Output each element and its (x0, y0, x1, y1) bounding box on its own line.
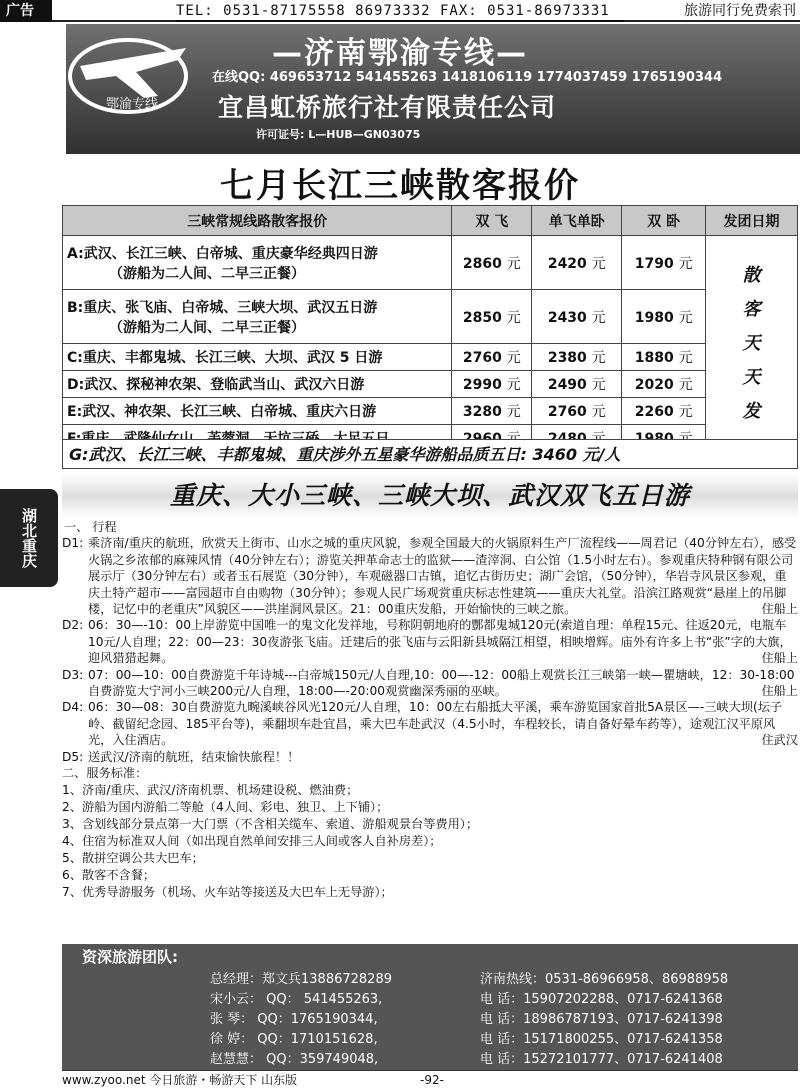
service-heading: 二、服务标准： (62, 766, 148, 781)
main-title: 七月长江三峡散客报价 (220, 166, 580, 206)
departure-cell: 散客天天发 (706, 236, 798, 452)
contact-row (210, 1028, 790, 1046)
contact-right: 济南热线：0531-86966958、86988958 (480, 972, 729, 987)
price-cell: 2380 元 (532, 344, 622, 371)
price-cell: 2760 元 (452, 344, 532, 371)
price-cell: 2760 元 (532, 398, 622, 425)
contact-left: 张 琴： QQ：1765190344, (210, 1012, 378, 1027)
price-cell: 2850 元 (452, 290, 532, 344)
price-table (62, 205, 798, 452)
day-label: D4: (62, 700, 84, 715)
contact-left: 徐 婷： QQ：1710151628, (210, 1032, 378, 1047)
price-cell: 2420 元 (532, 236, 622, 290)
footer (62, 1070, 798, 1088)
day-text: 06：30—-10：00上岸游览中国唯一的鬼文化发祥地，号称阴朝地府的酆都鬼城120元(索道自理：单程15元、往返20元，电瓶车10元/人自理；22：00—23：30夜游张飞庙。迁建后的张飞庙与云阳新县城隔江相望，相映增辉。庙外有许多上书“张”字的大旗，迎风猎猎起舞。 (88, 618, 792, 666)
table-row (63, 371, 798, 398)
day-stay: 住船上 (761, 651, 798, 666)
price-cell: 2020 元 (622, 371, 706, 398)
banner-title: —济南鄂渝专线— (272, 36, 528, 71)
table-row (63, 398, 798, 425)
logo-text: 鄂渝专线 (106, 97, 159, 112)
price-table-header (63, 206, 798, 236)
contact-right: 电 话：15171800255、0717-6241358 (480, 1032, 723, 1047)
route-cell: C:重庆、丰都鬼城、长江三峡、大坝、武汉 5 日游 (63, 344, 452, 371)
day-text: 07：00—10：00自费游览千年诗城---白帝城150元/人自理,10：00—-12：00船上观赏长江三峡第一峡—瞿塘峡，12：30-18:00自费游览大宁河小三峡200元/人自理，18:00—-20:00观赏幽深秀丽的巫峡。 (88, 667, 795, 699)
tour-title: 重庆、大小三峡、三峡大坝、武汉双飞五日游 (62, 474, 798, 518)
header-double-flight: 双 飞 (452, 206, 532, 236)
service-item: 5、散拼空调公共大巴车； (62, 851, 204, 866)
free-catalog-tag: 旅游同行免费索刊 (684, 3, 796, 19)
company-name: 宜昌虹桥旅行社有限责任公司 (218, 93, 557, 122)
day-text: 送武汉/济南的航班，结束愉快旅程！！ (88, 749, 300, 764)
route-cell: D:武汉、探秘神农架、登临武当山、武汉六日游 (63, 371, 452, 398)
service-item: 4、住宿为标准双人间（如出现自然单间安排三人间或客人自补房差）； (62, 834, 442, 849)
service-item: 1、济南/重庆、武汉/济南机票、机场建设税、燃油费； (62, 783, 359, 798)
route-cell: E:武汉、神农架、长江三峡、白帝城、重庆六日游 (63, 398, 452, 425)
online-qq: 在线QQ: 469653712 541455263 1418106119 1774037459 1765190344 (212, 70, 723, 85)
price-cell: 2490 元 (532, 371, 622, 398)
price-cell: 1790 元 (622, 236, 706, 290)
top-bar (0, 0, 800, 22)
day-label: D5: (62, 749, 84, 764)
license-number: 许可证号: L—HUB—GN03075 (256, 128, 421, 141)
day-text: 乘济南/重庆的航班，欣赏天上街市、山水之城的重庆风貌，参观全国最大的火锅原料生产厂流程线——周君记（40分钟左右），感受火锅之乡浓郁的麻辣风情（40分钟左右）；游览关押革命志士的监狱——渣滓洞、白公馆（1.5小时左右）。参观重庆特种钢有限公司展示厅（30分钟左右）或者玉石展览（30分钟），车观磁器口古镇，追忆古街历史；湖广会馆，（50分钟），华岩寺风景区参观，重庆土特产超市——富园超市自由购物（30分钟）；参观人民广场观赏重庆标志性建筑——重庆大礼堂。沿滨江路观赏“悬崖上的吊脚楼，记忆中的老重庆”风貌区——洪崖洞风景区。21：00重庆发船，开始愉快的三峡之旅。 (88, 536, 797, 617)
price-cell: 2430 元 (532, 290, 622, 344)
day-stay: 住船上 (761, 684, 798, 699)
contact-left: 总经理：郑文兵13886728289 (210, 972, 392, 987)
contact-row (210, 988, 790, 1006)
service-item: 2、游船为国内游船二等舱（4人间、彩电、独卫、上下铺）； (62, 800, 389, 815)
team-contacts (62, 944, 798, 1070)
airplane-logo-icon (66, 26, 204, 122)
day-item (62, 749, 798, 765)
header-double-train: 双 卧 (622, 206, 706, 236)
price-cell: 2990 元 (452, 371, 532, 398)
price-cell: 3280 元 (452, 398, 532, 425)
contact-left: 赵慧慧： QQ：359749048, (210, 1052, 379, 1067)
day-label: D2: (62, 618, 84, 633)
table-row (63, 344, 798, 371)
header-route: 三峡常规线路散客报价 (63, 206, 452, 236)
contact-numbers: TEL: 0531-87175558 86973332 FAX: 0531-86973331 (176, 0, 624, 22)
price-cell: 2860 元 (452, 236, 532, 290)
contact-row (210, 1048, 790, 1066)
footer-site: www.zyoo.net 今日旅游・畅游天下 山东版 (62, 1073, 298, 1087)
page-number: -92- (420, 1073, 444, 1087)
table-row (63, 236, 798, 290)
service-item: 7、优秀导游服务（机场、火车站等接送及大巴车上无导游）； (62, 885, 393, 900)
itinerary-heading: 一、 行程 (64, 520, 117, 534)
header-flight-train: 单飞单卧 (532, 206, 622, 236)
day-stay: 住船上 (761, 602, 798, 617)
contact-left: 宋小云： QQ： 541455263, (210, 992, 383, 1007)
day-label: D1: (62, 536, 84, 551)
price-cell: 1880 元 (622, 344, 706, 371)
service-item: 3、含划线部分景点第一大门票（不含相关缆车、索道、游船观景台等费用）； (62, 817, 479, 832)
contact-right: 电 话：15272101777、0717-6241408 (480, 1052, 723, 1067)
header-banner (66, 24, 800, 154)
g-route-offer: G:武汉、长江三峡、丰都鬼城、重庆涉外五星豪华游船品质五日: 3460 元/人 (62, 439, 798, 469)
day-item (62, 699, 798, 748)
team-title: 资深旅游团队: (82, 948, 178, 966)
price-cell: 2260 元 (622, 398, 706, 425)
day-label: D3: (62, 667, 84, 682)
day-text: 06：30—08：30自费游览九畹溪峡谷风光120元/人自理，10：00左右船抵大平溪，乘车游览国家首批5A景区—-三峡大坝(坛子岭、截留纪念园、185平台等)，乘翻坝车赴宜昌，乘大巴车赴武汉（4.5小时，车程较长，请自备好晕车药等），途观江汉平原风光，入住酒店。 (88, 700, 783, 748)
header-departure: 发团日期 (706, 206, 798, 236)
contact-right: 电 话：18986787193、0717-6241398 (480, 1012, 723, 1027)
day-item (62, 535, 798, 617)
itinerary (62, 519, 798, 901)
day-stay: 住武汉 (761, 733, 798, 748)
ad-label: 广告 (0, 0, 52, 22)
route-cell: B:重庆、张飞庙、白帝城、三峡大坝、武汉五日游 （游船为二人间、二早三正餐） (63, 290, 452, 344)
contact-row (210, 1008, 790, 1026)
day-item (62, 617, 798, 666)
contact-row (210, 968, 790, 986)
day-item (62, 667, 798, 700)
price-cell: 1980 元 (622, 290, 706, 344)
service-item: 6、散客不含餐； (62, 868, 156, 883)
region-tab: 湖北重庆 (0, 489, 58, 587)
route-cell: A:武汉、长江三峡、白帝城、重庆豪华经典四日游 （游船为二人间、二早三正餐） (63, 236, 452, 290)
contact-right: 电 话：15907202288、0717-6241368 (480, 992, 723, 1007)
service-standards (62, 765, 798, 901)
table-row (63, 290, 798, 344)
